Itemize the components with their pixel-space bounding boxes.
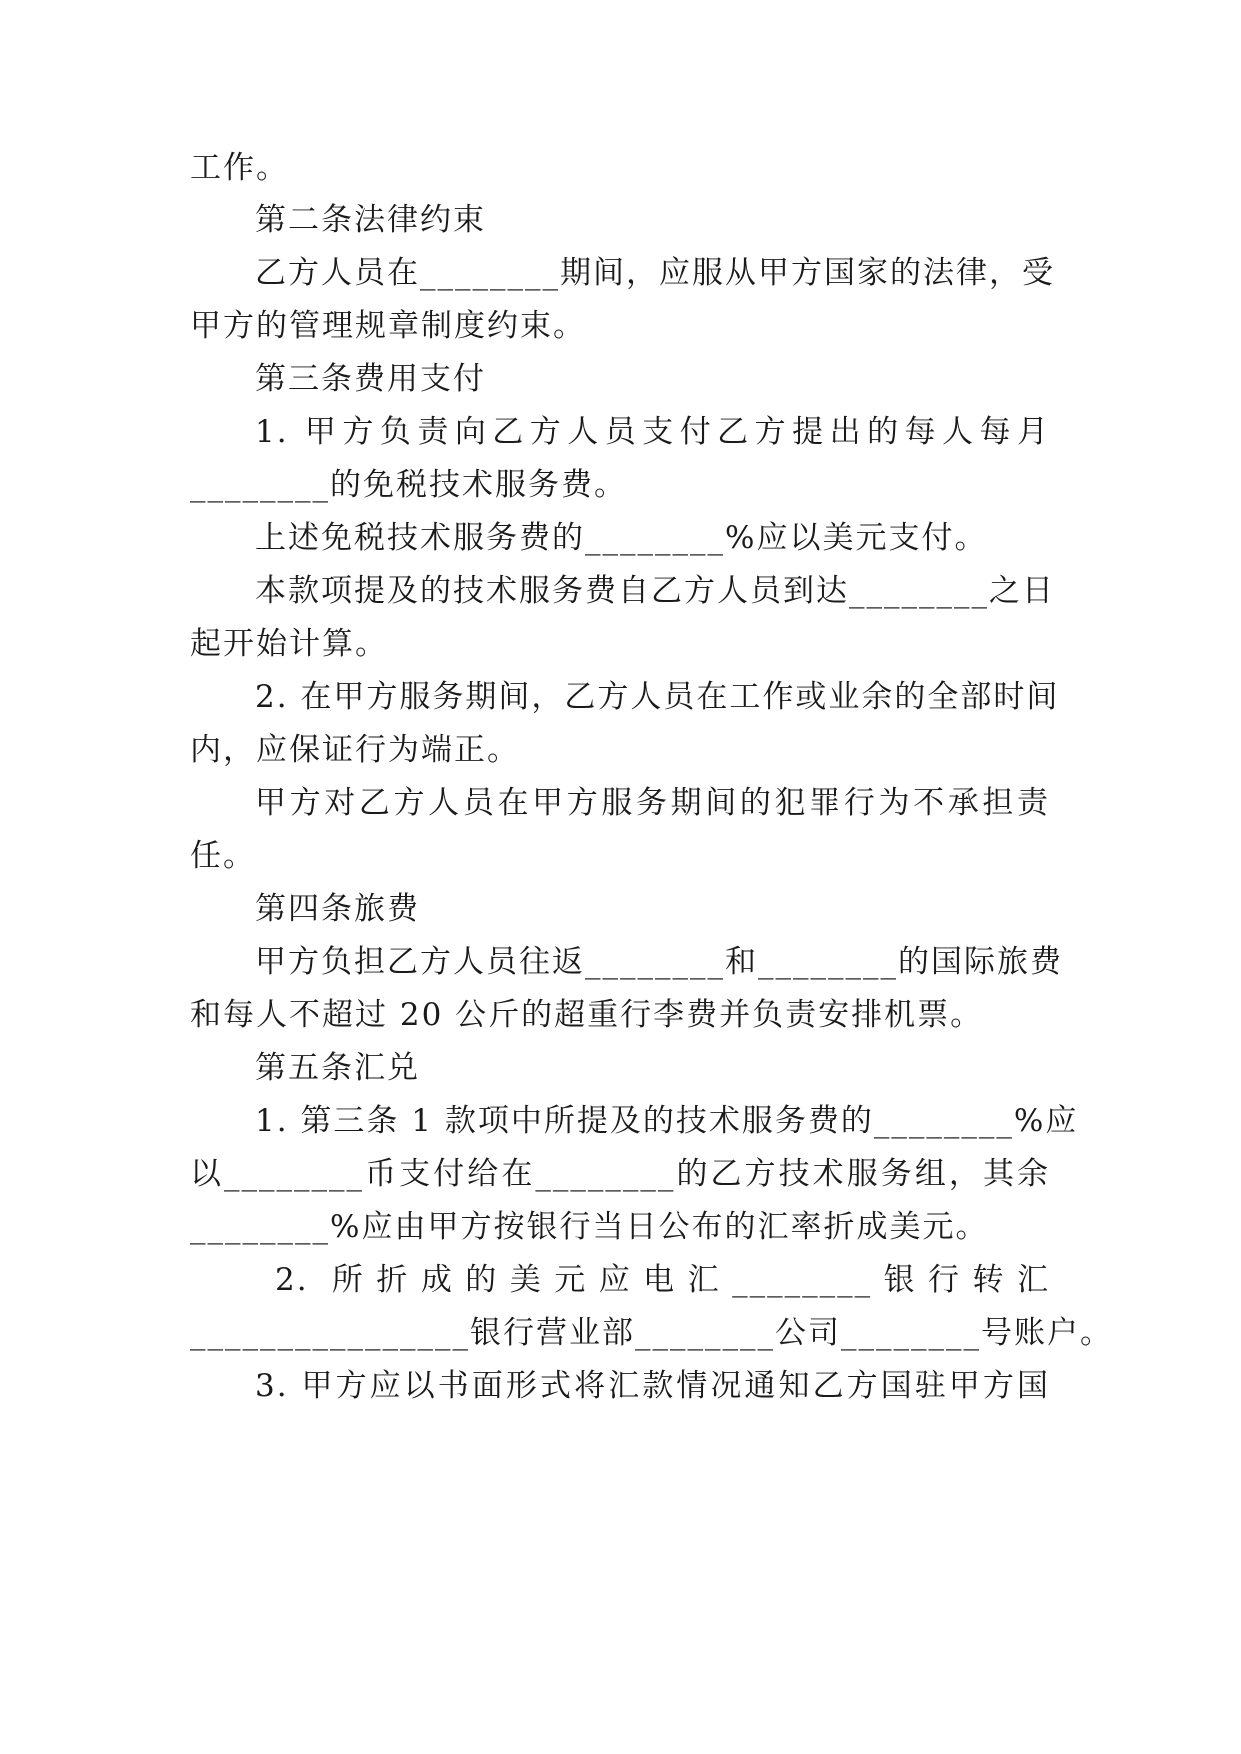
text-line: 任。 xyxy=(190,838,256,874)
text-line: 以________币支付给在________的乙方技术服务组，其余 xyxy=(190,1156,1050,1192)
text-line: 2. 在甲方服务期间，乙方人员在工作或业余的全部时间 xyxy=(255,679,1060,715)
text-line: 甲方对乙方人员在甲方服务期间的犯罪行为不承担责 xyxy=(255,785,1050,821)
section-heading: 第四条旅费 xyxy=(255,891,420,927)
text-line: 工作。 xyxy=(190,150,289,186)
section-heading: 第二条法律约束 xyxy=(255,202,486,238)
text-line: 上述免税技术服务费的________%应以美元支付。 xyxy=(255,520,988,556)
section-heading: 第五条汇兑 xyxy=(255,1050,420,1086)
text-line: ________________银行营业部________公司________号账户。 xyxy=(190,1315,1113,1351)
text-line: ________%应由甲方按银行当日公布的汇率折成美元。 xyxy=(190,1209,989,1245)
text-line: 甲方负担乙方人员往返________和________的国际旅费 xyxy=(255,944,1063,980)
text-line: 本款项提及的技术服务费自乙方人员到达________之日 xyxy=(255,573,1055,609)
text-line: 甲方的管理规章制度约束。 xyxy=(190,308,586,344)
text-line: 1. 第三条 1 款项中所提及的技术服务费的________%应 xyxy=(255,1103,1079,1139)
text-line: 和每人不超过 20 公斤的超重行李费并负责安排机票。 xyxy=(190,997,984,1033)
text-line: 2. 所折成的美元应电汇________银行转汇 xyxy=(275,1262,1050,1298)
text-line: 3. 甲方应以书面形式将汇款情况通知乙方国驻甲方国 xyxy=(255,1368,1050,1404)
text-line: 乙方人员在________期间，应服从甲方国家的法律，受 xyxy=(255,255,1055,291)
section-heading: 第三条费用支付 xyxy=(255,361,486,397)
text-line: 内，应保证行为端正。 xyxy=(190,732,520,768)
text-line: 起开始计算。 xyxy=(190,626,388,662)
text-line: ________的免税技术服务费。 xyxy=(190,467,627,503)
text-line: 1. 甲方负责向乙方人员支付乙方提出的每人每月 xyxy=(255,414,1050,450)
